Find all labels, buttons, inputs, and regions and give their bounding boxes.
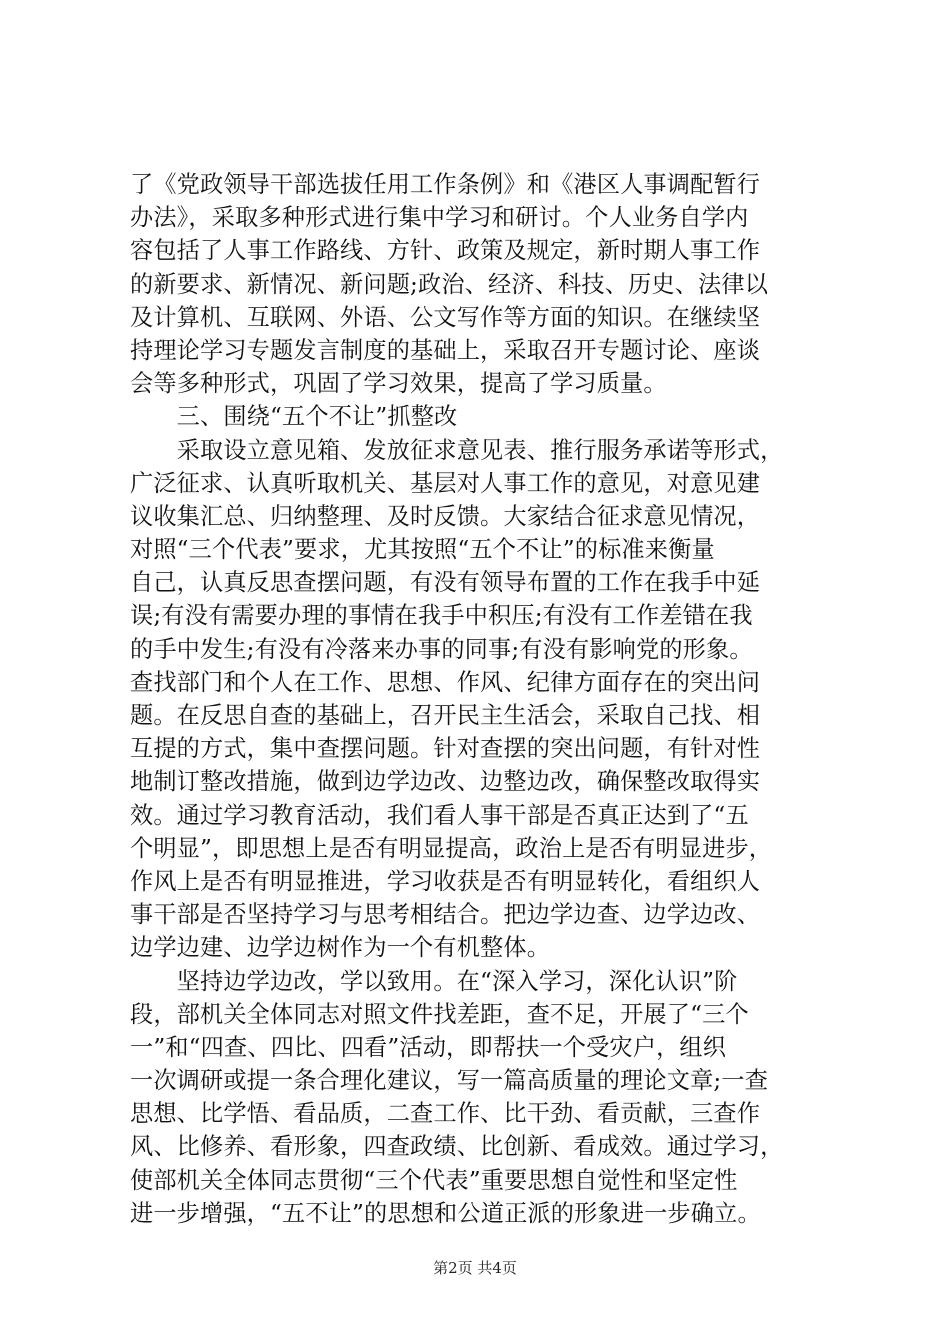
text-line: 作风上是否有明显推进，学习收获是否有明显转化，看组织人 [130,867,761,895]
text-line: 一”和“四查、四比、四看”活动，即帮扶一个受灾户，组织 [130,1033,727,1061]
text-line: 的新要求、新情况、新问题;政治、经济、科技、历史、法律以 [130,270,769,298]
document-body [130,168,830,1230]
text-line: 及计算机、互联网、外语、公文写作等方面的知识。在继续坚 [130,303,761,331]
text-line: 了《党政领导干部选拔任用工作条例》和《港区人事调配暂行 [130,171,761,198]
text-line: 个明显”，即思想上是否有明显提高，政治上是否有明显进步， [130,834,773,862]
text-line: 互提的方式，集中查摆问题。针对查摆的突出问题，有针对性 [130,735,761,763]
text-line: 对照“三个代表”要求，尤其按照“五个不让”的标准来衡量 [130,536,715,564]
text-line: 持理论学习专题发言制度的基础上，采取召开专题讨论、座谈 [130,336,761,364]
text-line: 风、比修养、看形象，四查政绩、比创新、看成效。通过学习， [130,1133,784,1161]
section-heading: 三、围绕“五个不让”抓整改 [130,403,458,431]
text-line: 容包括了人事工作路线、方针、政策及规定，新时期人事工作 [130,237,761,265]
page-number-footer: 第2页 共4页 [433,1259,517,1277]
text-line: 自己，认真反思查摆问题，有没有领导布置的工作在我手中延 [130,569,761,597]
text-line: 误;有没有需要办理的事情在我手中积压;有没有工作差错在我 [130,602,753,630]
text-line: 效。通过学习教育活动，我们看人事干部是否真正达到了“五 [130,801,749,829]
text-line: 查找部门和个人在工作、思想、作风、纪律方面存在的突出问 [130,668,761,696]
text-line: 地制订整改措施，做到边学边改、边整边改，确保整改取得实 [130,768,761,796]
text-line: 广泛征求、认真听取机关、基层对人事工作的意见，对意见建 [130,469,761,497]
text-line: 进一步增强，“五不让”的思想和公道正派的形象进一步确立。 [130,1199,761,1227]
text-line: 思想、比学悟、看品质，二查工作、比干劲、看贡献，三查作 [130,1100,761,1128]
text-line: 一次调研或提一条合理化建议，写一篇高质量的理论文章;一查 [130,1067,769,1095]
text-line: 段，部机关全体同志对照文件找差距，查不足，开展了“三个 [130,1000,749,1028]
text-line: 题。在反思自查的基础上，召开民主生活会，采取自己找、相 [130,702,761,729]
text-line: 会等多种形式，巩固了学习效果，提高了学习质量。 [130,370,667,398]
text-line: 事干部是否坚持学习与思考相结合。把边学边查、边学边改、 [130,901,761,929]
text-line: 使部机关全体同志贯彻“三个代表”重要思想自觉性和坚定性 [130,1166,738,1194]
text-line: 办法》，采取多种形式进行集中学习和研讨。个人业务自学内 [130,204,749,232]
text-line: 的手中发生;有没有冷落来办事的同事;有没有影响党的形象。 [130,635,753,663]
text-line: 坚持边学边改，学以致用。在“深入学习，深化认识”阶 [130,967,738,995]
text-line: 议收集汇总、归纳整理、及时反馈。大家结合征求意见情况， [130,502,761,530]
text-line: 采取设立意见箱、发放征求意见表、推行服务承诺等形式， [130,436,784,464]
text-line: 边学边建、边学边树作为一个有机整体。 [130,934,551,962]
